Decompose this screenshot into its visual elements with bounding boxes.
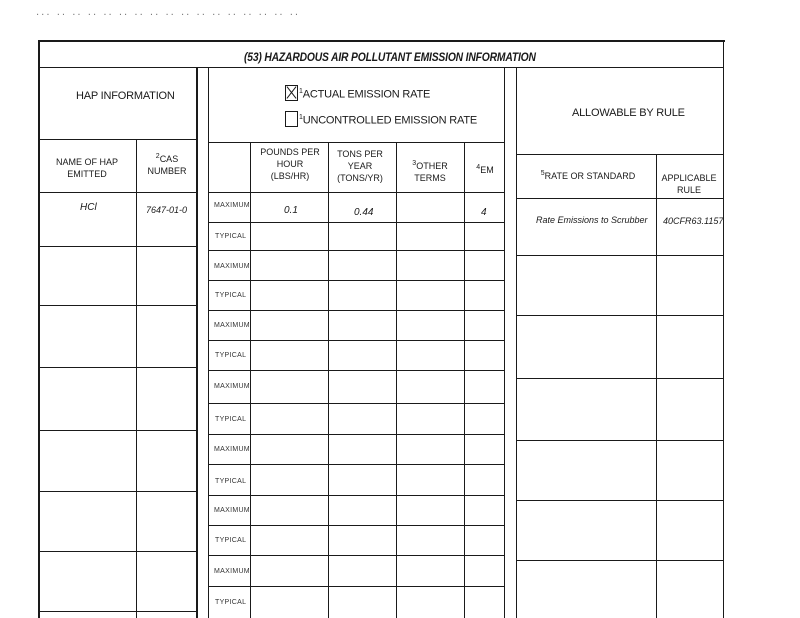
typical-label: TYPICAL — [215, 292, 247, 299]
typical-label: TYPICAL — [215, 352, 247, 359]
sub-row-line — [209, 464, 504, 465]
cas-number-cell[interactable]: 7647-01-0 — [146, 205, 188, 215]
typical-label: TYPICAL — [215, 478, 247, 485]
applicable-column-line — [656, 154, 657, 618]
form-left-border — [38, 40, 40, 618]
maximum-label: MAXIMUM — [214, 446, 250, 453]
entry-row-line — [40, 611, 196, 612]
entry-row-line — [40, 430, 196, 431]
right-row-line — [517, 440, 723, 441]
right-columns-header-bottom — [517, 198, 723, 199]
sub-row-line — [209, 525, 504, 526]
em-label: $^4$EM — [476, 164, 494, 175]
em-column-line — [464, 142, 465, 618]
sub-row-line — [209, 434, 504, 435]
form-right-border — [723, 42, 724, 618]
entry-row-line — [40, 551, 196, 552]
middle-header-rule — [209, 142, 504, 143]
allowable-by-rule-label: ALLOWABLE BY RULE — [572, 107, 685, 119]
maximum-label: MAXIMUM — [214, 322, 250, 329]
left-section-divider-inner — [208, 68, 209, 618]
tons-column-line — [328, 142, 329, 618]
middle-section-divider — [504, 68, 505, 618]
right-row-line — [517, 378, 723, 379]
entry-row-line — [40, 305, 196, 306]
form-top-border — [38, 40, 725, 42]
left-section-divider — [196, 68, 198, 618]
entry-row-line — [40, 246, 196, 247]
pounds-column-line — [250, 142, 251, 618]
actual-emission-rate-label: $^1$ACTUAL EMISSION RATE — [299, 88, 431, 101]
uncontrolled-emission-rate-label: $^1$UNCONTROLLED EMISSION RATE — [299, 114, 477, 127]
typical-label: TYPICAL — [215, 233, 247, 240]
maximum-label: MAXIMUM — [214, 263, 250, 270]
pounds-per-hour-label: POUNDS PER HOUR (LBS/HR) — [260, 147, 320, 181]
right-row-line — [517, 315, 723, 316]
applicable-rule-label: APPLICABLE RULE — [661, 173, 717, 195]
rate-or-standard-cell[interactable]: Rate Emissions to Scrubber — [536, 215, 648, 225]
right-row-line — [517, 500, 723, 501]
sub-row-line — [209, 495, 504, 496]
cas-column-line — [136, 140, 137, 618]
sub-row-line — [209, 310, 504, 311]
sub-row-line — [209, 340, 504, 341]
actual-emission-rate-checkbox[interactable] — [285, 85, 298, 101]
sub-row-line — [209, 403, 504, 404]
title-bottom-rule — [40, 67, 724, 68]
maximum-label: MAXIMUM — [214, 202, 250, 209]
typical-label: TYPICAL — [215, 416, 247, 423]
middle-section-divider-inner — [516, 68, 517, 618]
max-em-cell[interactable]: 4 — [481, 207, 487, 218]
form-title: (53) HAZARDOUS AIR POLLUTANT EMISSION INFORMATION — [244, 50, 536, 64]
entry-row-line — [40, 491, 196, 492]
sub-row-line — [209, 555, 504, 556]
hap-information-label: HAP INFORMATION — [76, 90, 175, 102]
right-row-line — [517, 560, 723, 561]
applicable-rule-cell[interactable]: 40CFR63.1157 — [663, 216, 724, 226]
typical-label: TYPICAL — [215, 537, 247, 544]
other-terms-label: $^3$OTHER TERMS — [412, 160, 448, 183]
sub-row-line — [209, 280, 504, 281]
scan-header-noise: ··· ·· ·· ·· ·· ·· ·· ·· ·· ·· ·· ·· ·· ·· ·· ·· ·· — [36, 10, 301, 21]
name-of-hap-label: NAME OF HAP EMITTED — [56, 157, 119, 179]
sub-row-line — [209, 250, 504, 251]
sub-row-line — [209, 586, 504, 587]
middle-columns-header-bottom — [209, 192, 504, 193]
sub-row-line — [209, 370, 504, 371]
hap-name-cell[interactable]: HCl — [80, 202, 97, 213]
rate-or-standard-label: $^5$RATE OR STANDARD — [540, 170, 636, 181]
right-row-line — [517, 255, 723, 256]
typical-label: TYPICAL — [215, 599, 247, 606]
left-header-rule — [40, 139, 196, 140]
cas-number-label: $^2$CAS NUMBER — [147, 153, 187, 176]
max-tons-yr-cell[interactable]: 0.44 — [354, 207, 374, 218]
uncontrolled-emission-rate-checkbox[interactable] — [285, 111, 298, 127]
other-column-line — [396, 142, 397, 618]
sub-row-line — [209, 222, 504, 223]
maximum-label: MAXIMUM — [214, 568, 250, 575]
right-header-rule — [517, 154, 723, 155]
max-lbs-hr-cell[interactable]: 0.1 — [284, 205, 298, 216]
maximum-label: MAXIMUM — [214, 383, 250, 390]
tons-per-year-label: TONS PER YEAR (TONS/YR) — [337, 149, 383, 183]
maximum-label: MAXIMUM — [214, 507, 250, 514]
entry-row-line — [40, 367, 196, 368]
left-columns-header-bottom — [40, 192, 196, 193]
